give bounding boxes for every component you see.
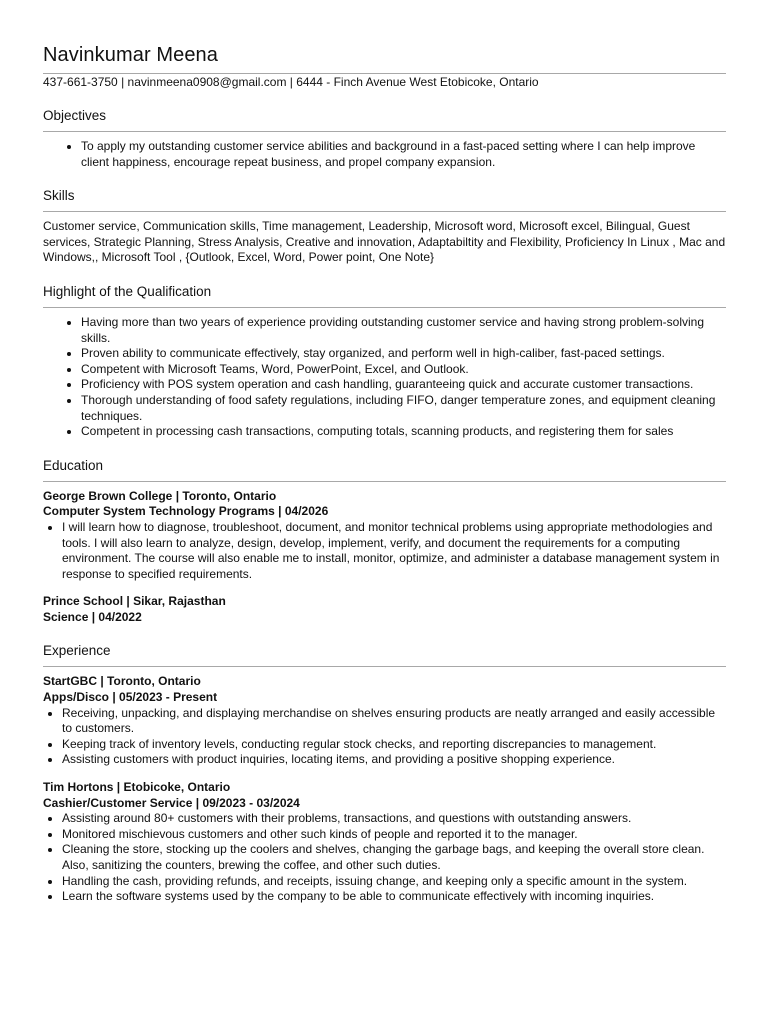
entry-bullet: • Receiving, unpacking, and displaying merchandise on shelves ensuring products are neatly arranged and easily accessible to customers. [62,706,726,737]
entry-location: Sikar, Rajasthan [133,594,226,609]
entry-org-line: George Brown College | Toronto, Ontario [43,488,277,503]
objective-item: • To apply my outstanding customer service abilities and background in a fast-paced setting where I can help improve client happiness, encourage repeat business, and propel company expansion. [81,139,726,170]
experience-entry [43,780,726,905]
entry-date: 09/2023 - 03/2024 [202,795,300,810]
highlights-divider [43,307,726,308]
objectives-divider [43,131,726,132]
highlights-section [43,315,726,440]
entry-role: Apps/Disco [43,690,110,705]
section-title-education: Education [43,457,104,473]
entry-org: StartGBC [43,674,98,689]
experience-entry [43,674,726,768]
objectives-section [43,139,726,170]
entry-role: Computer System Technology Programs [43,504,275,519]
highlight-item: • Proven ability to communicate effectively, stay organized, and perform well in high-caliber, fast-paced settings. [81,346,726,362]
objectives-list [43,139,726,170]
entry-location: Toronto, Ontario [182,488,277,503]
entry-org-line: Prince School | Sikar, Rajasthan [43,594,226,609]
education-entry [43,489,726,583]
highlight-item: • Proficiency with POS system operation and cash handling, guaranteeing quick and accurate customer transactions. [81,377,726,393]
entry-bullet: • Keeping track of inventory levels, conducting regular stock checks, and reporting discrepancies to management. [62,737,726,753]
highlight-item: • Competent with Microsoft Teams, Word, PowerPoint, Excel, and Outlook. [81,362,726,378]
entry-bullets [43,520,726,582]
entry-role-line: Computer System Technology Programs | 04/2026 [43,504,329,519]
experience-divider [43,666,726,667]
highlight-item: • Thorough understanding of food safety regulations, including FIFO, danger temperature zones, and equipment cleaning techniques. [81,393,726,424]
entry-bullet: • I will learn how to diagnose, troubleshoot, document, and monitor technical problems using appropriate methodologies and tools. I will also learn to analyze, design, develop, implement, verify, and document the requirements for a computing environment. The course will also enable me to install, monitor, optimize, and administer a database management system in response to specified requirements. [62,520,726,582]
candidate-name: Navinkumar Meena [43,44,219,66]
entry-org: George Brown College [43,488,173,503]
entry-date: 04/2022 [98,609,142,624]
skills-section [43,219,726,266]
entry-location: Etobicoke, Ontario [123,780,231,795]
entry-bullet: • Cleaning the store, stocking up the coolers and shelves, changing the garbage bags, and keeping the overall store clean. Also, sanitizing the counters, brewing the coffee, and other such duties. [62,842,726,873]
section-title-skills: Skills [43,188,75,204]
entry-location: Toronto, Ontario [107,674,201,689]
header-divider [43,73,726,74]
entry-role: Cashier/Customer Service [43,795,193,810]
entry-org: Prince School [43,594,124,609]
entry-bullet: • Learn the software systems used by the company to be able to communicate effectively with incoming inquiries. [62,889,726,905]
education-section [43,489,726,626]
entry-role: Science [43,609,89,624]
highlights-list [43,315,726,440]
entry-bullet: • Assisting customers with product inquiries, locating items, and providing a positive shopping experience. [62,752,726,768]
section-title-objectives: Objectives [43,108,107,123]
entry-bullet: • Handling the cash, providing refunds, and receipts, issuing change, and keeping only a specific amount in the system. [62,874,726,890]
entry-bullets [43,811,726,905]
entry-role-line: Apps/Disco | 05/2023 - Present [43,690,218,705]
section-title-experience: Experience [43,643,111,659]
section-title-highlights: Highlight of the Qualification [43,283,212,299]
entry-date: 04/2026 [284,504,329,519]
skills-text: Customer service, Communication skills, Time management, Leadership, Microsoft word, Microsoft excel, Bilingual, Guest services, Strategic Planning, Stress Analysis, Creative and innovation, Adaptabiltity and Flexibility, Proficiency In Linux , Mac and Windows,, Microsoft Tool , {Outlook, Excel, Word, Power point, One Note} [43,219,726,265]
experience-section [43,674,726,904]
highlight-item: • Competent in processing cash transactions, computing totals, scanning products, and registering them for sales [81,424,726,440]
entry-org-line: StartGBC | Toronto, Ontario [43,674,201,689]
education-divider [43,481,726,482]
highlight-item: • Having more than two years of experience providing outstanding customer service and having strong problem-solving skills. [81,315,726,346]
contact-line: 437-661-3750 | navinmeena0908@gmail.com | 6444 - Finch Avenue West Etobicoke, Ontario [43,75,539,89]
entry-org-line: Tim Hortons | Etobicoke, Ontario [43,780,231,795]
entry-date: 05/2023 - Present [119,690,218,705]
education-entry [43,594,726,625]
entry-bullet: • Assisting around 80+ customers with their problems, transactions, and questions with outstanding answers. [62,811,726,827]
skills-divider [43,211,726,212]
entry-bullets [43,706,726,768]
entry-role-line: Cashier/Customer Service | 09/2023 - 03/2024 [43,795,300,810]
entry-bullet: • Monitored mischievous customers and other such kinds of people and reported it to the manager. [62,827,726,843]
entry-role-line: Science | 04/2022 [43,609,142,624]
entry-org: Tim Hortons [43,780,114,795]
